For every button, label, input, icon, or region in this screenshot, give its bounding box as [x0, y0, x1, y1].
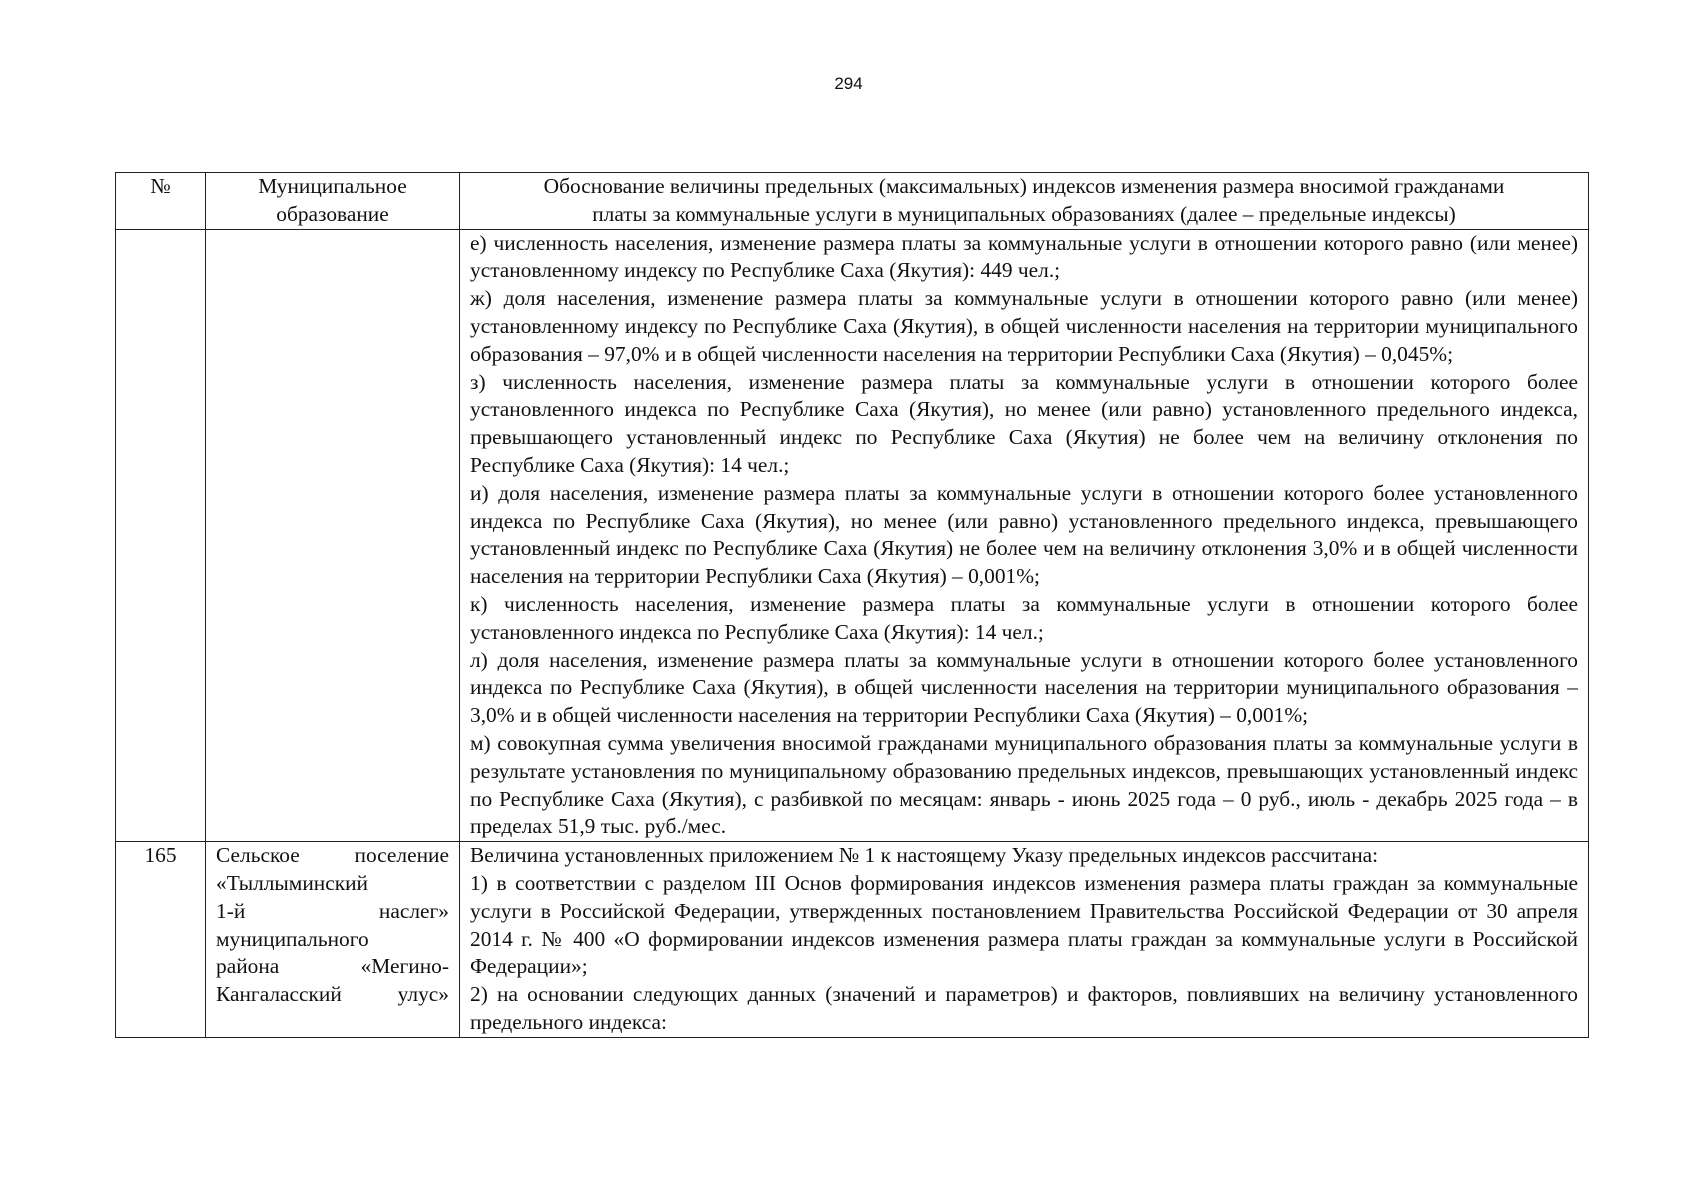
cell-num: 165 [116, 842, 206, 1038]
paragraph: к) численность населения, изменение размера платы за коммунальные услуги в отношении которого более установленного индекса по Республике Саха (Якутия): 14 чел.; [470, 591, 1578, 644]
table-row-165 [116, 842, 1589, 1038]
paragraph: 2) на основании следующих данных (значений и параметров) и факторов, повлиявших на величину установленного предельного индекса: [470, 982, 1578, 1034]
header-justification-line: платы за коммунальные услуги в муниципальных образованиях (далее – предельные индексы) [592, 201, 1456, 226]
header-justification [460, 173, 1589, 230]
header-municipality-line: Муниципальное [258, 174, 407, 198]
municipality-line: 1-й наслег» [216, 898, 449, 923]
municipality-line: «Тыллыминский [216, 870, 369, 895]
header-num-label: № [150, 174, 171, 198]
paragraph: ж) доля населения, изменение размера платы за коммунальные услуги в отношении которого равно (или менее) установленному индексу по Республике Саха (Якутия), в общей численности населения на территории муниципального образования – 97,0% и в общей численности населения на территории Республики Саха (Якутия) – 0,045%; [470, 286, 1578, 366]
header-municipality [206, 173, 460, 230]
paragraph: Величина установленных приложением № 1 к настоящему Указу предельных индексов рассчитана: [470, 843, 1379, 868]
paragraph: л) доля населения, изменение размера платы за коммунальные услуги в отношении которого более установленного индекса по Республике Саха (Якутия), в общей численности населения на территории муниципального образования – 3,0% и в общей численности населения на территории Республики Саха (Якутия) – 0,001%; [470, 647, 1578, 728]
paragraph: з) численность населения, изменение размера платы за коммунальные услуги в отношении которого более установленного индекса по Республике Саха (Якутия), но менее (или равно) установленного предельного индекса, превышающего установленный индекс по Республике Саха (Якутия) не более чем на величину отклонения по Республике Саха (Якутия): 14 чел.; [470, 369, 1578, 477]
cell-num [116, 229, 206, 842]
paragraph: и) доля населения, изменение размера платы за коммунальные услуги в отношении которого более установленного индекса по Республике Саха (Якутия), но менее (или равно) установленного предельного индекса, превышающего установленный индекс по Республике Саха (Якутия) не более чем на величину отклонения 3,0% и в общей численности населения на территории Республики Саха (Якутия) – 0,001%; [470, 480, 1578, 589]
page-number: 294 [834, 74, 863, 93]
header-num [116, 173, 206, 230]
paragraph: м) совокупная сумма увеличения вносимой гражданами муниципального образования платы за коммунальные услуги в результате установления по муниципальному образованию предельных индексов, превышающих установленный индекс по Республике Саха (Якутия), с разбивкой по месяцам: январь - июнь 2025 года – 0 руб., июль - декабрь 2025 года – в пределах 51,9 тыс. руб./мес. [470, 730, 1578, 839]
justification-table [115, 172, 1589, 1038]
cell-municipality [206, 229, 460, 842]
municipality-line: Сельское поселение [216, 843, 449, 868]
municipality-line: муниципального [216, 926, 369, 951]
table-row-continuation [116, 229, 1589, 842]
table-header-row [116, 173, 1589, 230]
municipality-line: района «Мегино- [216, 954, 449, 979]
header-municipality-line: образование [276, 201, 389, 226]
paragraph: е) численность населения, изменение размера платы за коммунальные услуги в отношении которого равно (или менее) установленному индексу по Республике Саха (Якутия): 449 чел.; [470, 230, 1578, 283]
cell-municipality [206, 842, 460, 1038]
paragraph: 1) в соответствии с разделом III Основ формирования индексов изменения размера платы граждан за коммунальные услуги в Российской Федерации, утвержденных постановлением Правительства Российской Федерации от 30 апреля 2014 г. № 400 «О формировании индексов изменения размера платы граждан за коммунальные услуги в Российской Федерации»; [470, 870, 1578, 979]
header-justification-line: Обоснование величины предельных (максимальных) индексов изменения размера вносимой гражданами [543, 174, 1505, 198]
cell-justification [460, 842, 1589, 1038]
municipality-line: Кангаласский улус» [216, 982, 449, 1007]
cell-justification [460, 229, 1589, 842]
